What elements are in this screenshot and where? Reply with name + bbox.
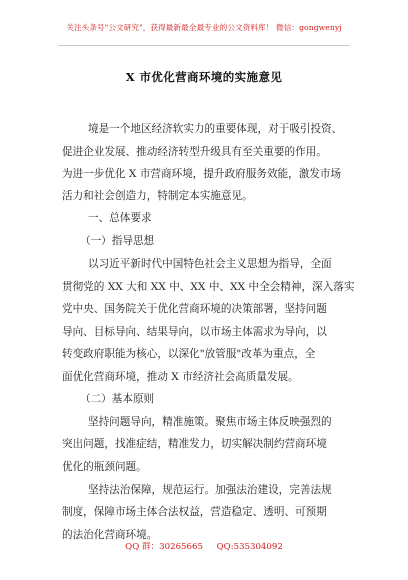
body-line: 以习近平新时代中国特色社会主义思想为指导，全面 [88,258,332,270]
body-line: 面优化营商环境，推动 X 市经济社会高质量发展。 [62,371,299,383]
document-title: X 市优化营商环境的实施意见 [125,70,283,84]
body-line: 境是一个地区经济软实力的重要体现，对于吸引投资、 [88,123,343,135]
header-divider [58,45,350,46]
footer-qq-group: QQ 群：30265665 [125,542,203,552]
body-line: 贯彻党的 XX 大和 XX 中、XX 中、XX 中全会精神，深入落实 [62,281,355,293]
body-line: 突出问题，找准症结，精准发力，切实解决制约营商环境 [62,438,327,450]
body-line: 促进企业发展、推动经济转型升级具有至关重要的作用。 [62,146,327,158]
header-notice: 关注头条号"公文研究"，获得最新最全最专业的公文资料库！ 微信：gongwenyj [66,23,342,32]
footer-contact [0,540,408,552]
body-line: 党中央、国务院关于优化营商环境的决策部署，坚持问题 [62,303,327,315]
footer-qq: QQ:535304092 [216,542,283,552]
body-line: 为进一步优化 X 市营商环境，提升政府服务效能，激发市场 [62,168,342,180]
subsection-heading: （二）基本原则 [80,393,155,405]
body-line: 坚持问题导向，精准施策。聚焦市场主体反映强烈的 [88,416,332,428]
body-line: 导向、目标导向、结果导向，以市场主体需求为导向，以 [62,326,327,338]
body-line: 转变政府职能为核心，以深化"放管服"改革为重点，全 [62,348,316,360]
body-line: 制度，保障市场主体合法权益，营造稳定、透明、可预期 [62,506,327,518]
body-line: 坚持法治保障，规范运行。加强法治建设，完善法规 [88,484,332,496]
body-line: 活力和社会创造力，特制定本实施意见。 [62,190,253,202]
body-line: 优化的瓶颈问题。 [62,461,147,473]
subsection-heading: （一）指导思想 [80,235,155,247]
section-heading: 一、总体要求 [88,212,152,224]
body-line: 的法治化营商环境。 [62,529,158,541]
